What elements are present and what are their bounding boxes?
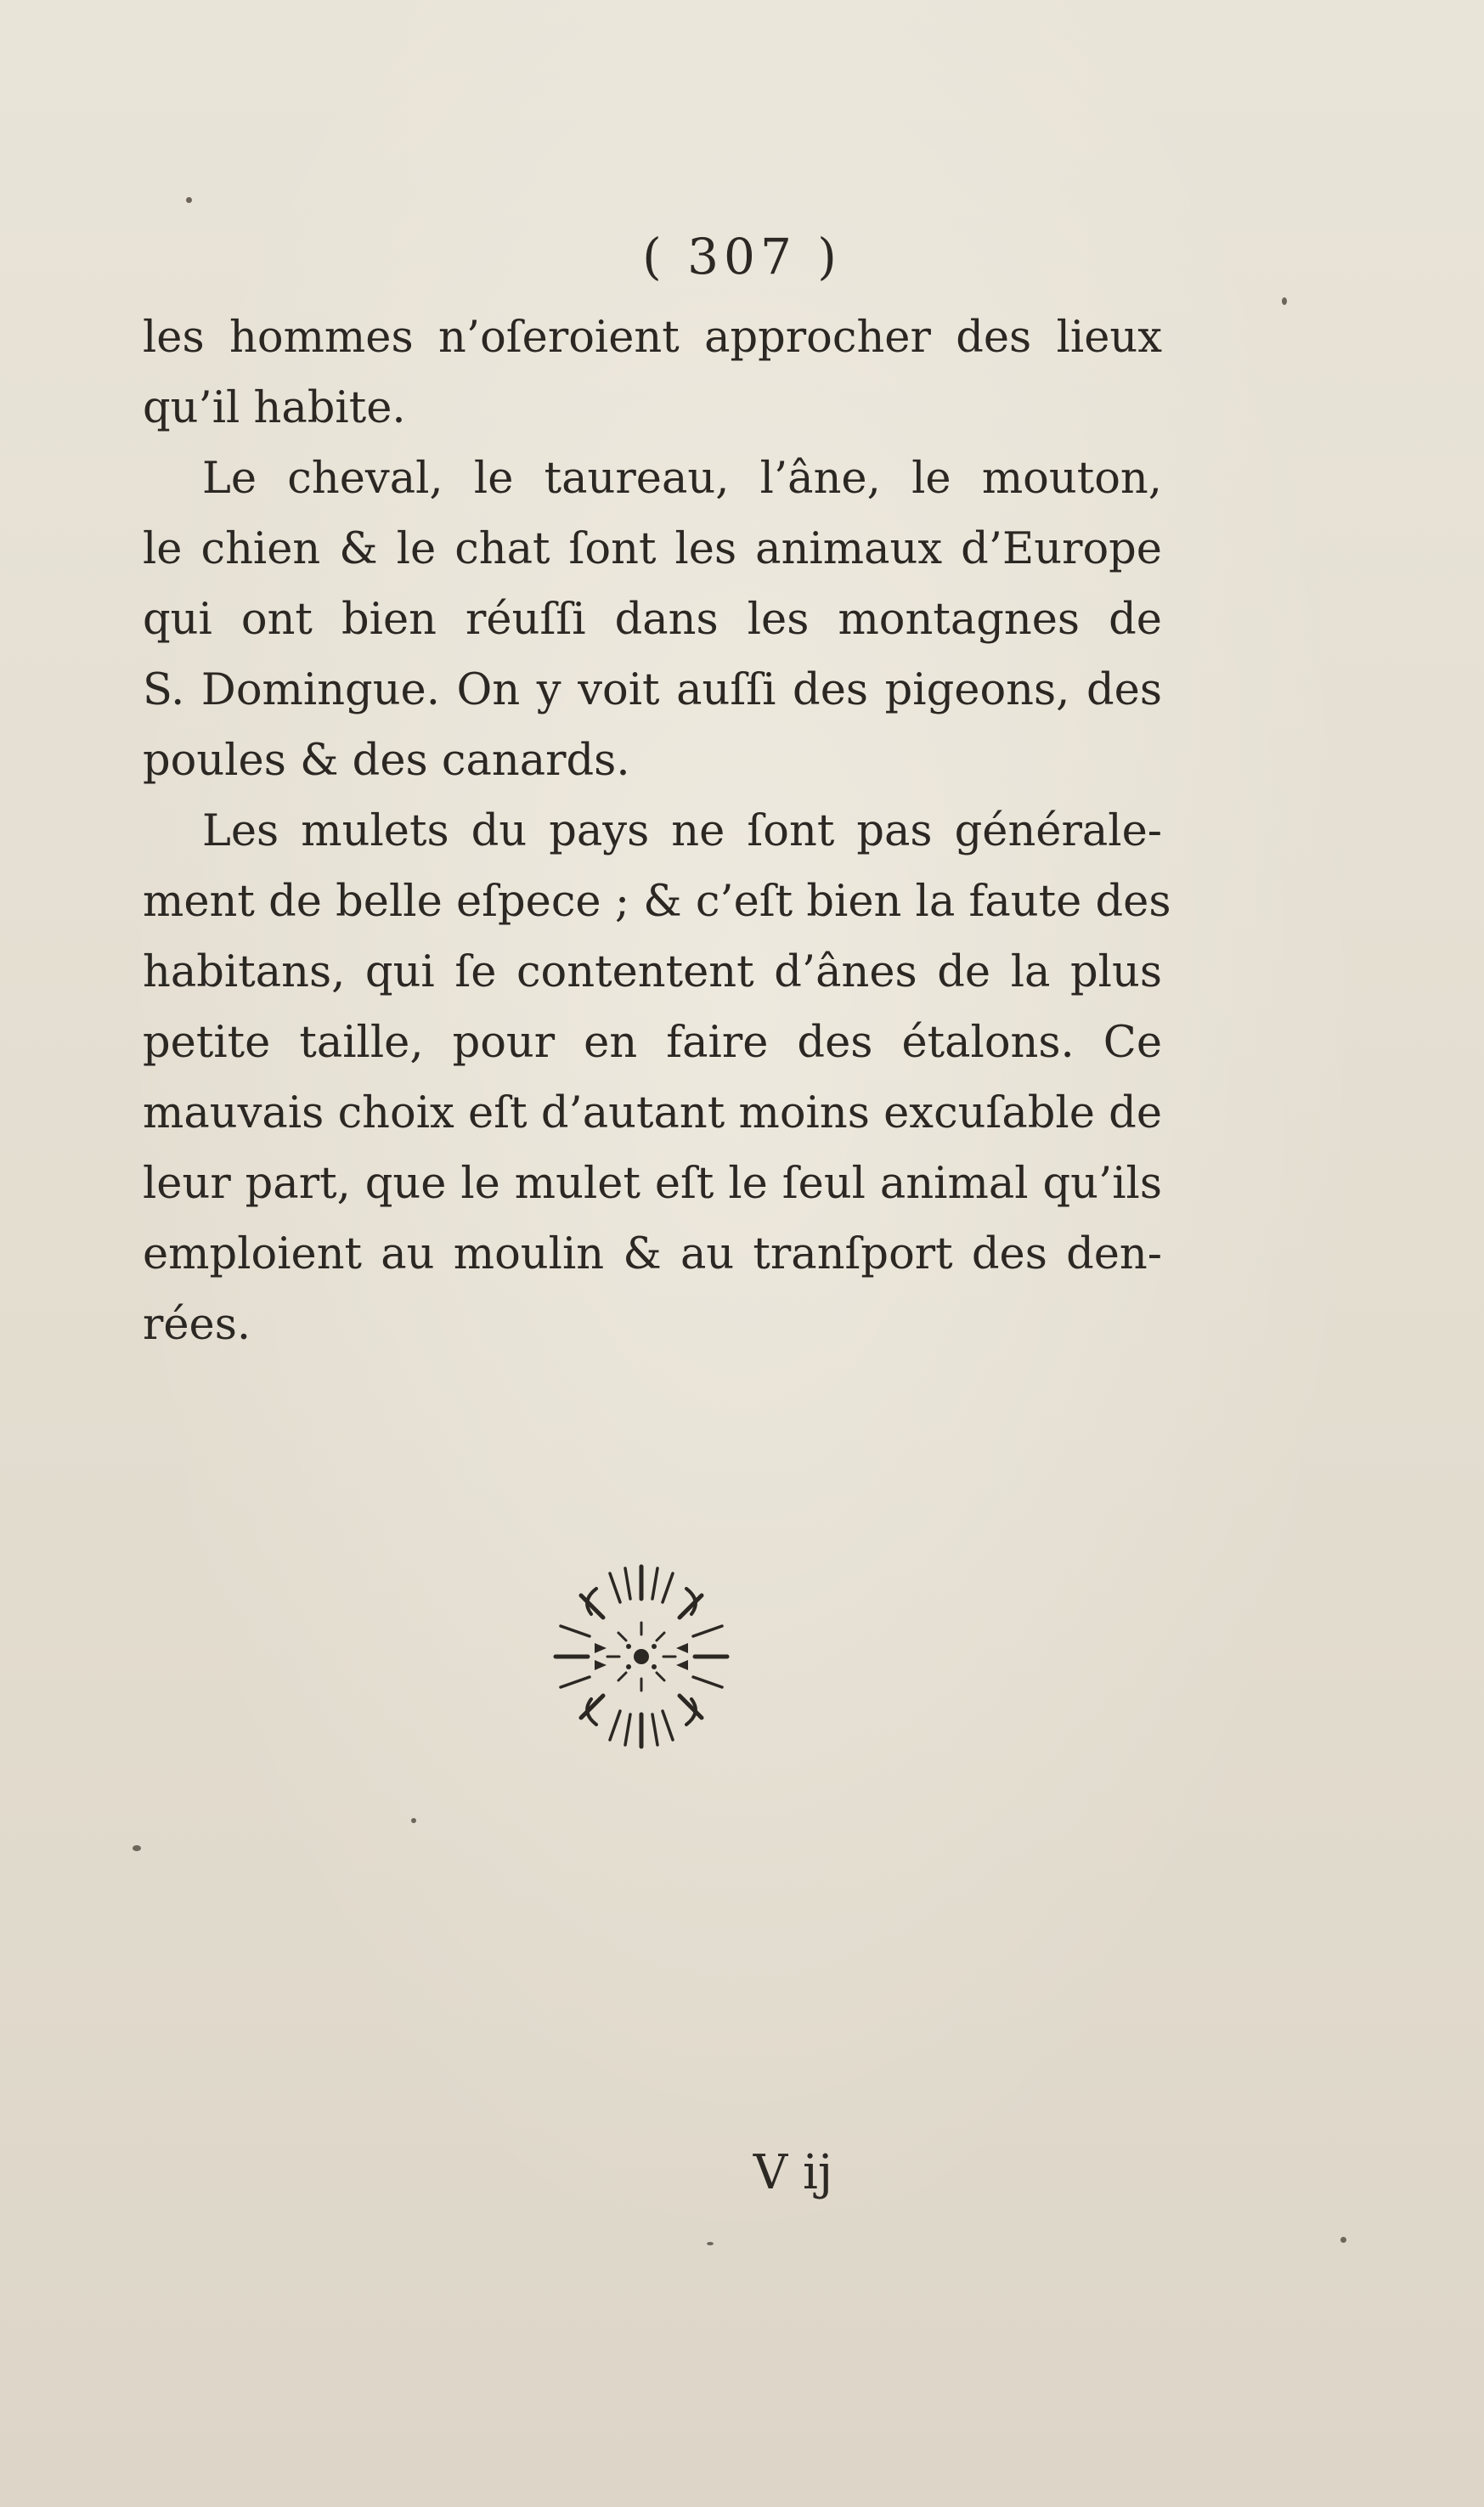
text-line: le chien & le chat ſont les animaux d’Europe	[143, 524, 1162, 574]
text-line: S. Domingue. On y voit auſſi des pigeons, des	[143, 665, 1162, 715]
text-line: poules & des canards.	[143, 736, 630, 786]
text-line: qui ont bien réuſſi dans les montagnes de	[143, 595, 1162, 645]
text-line: habitans, qui ſe contentent d’ânes de la plus	[143, 947, 1162, 997]
text-line: mauvais choix eſt d’autant moins excuſable de	[143, 1088, 1162, 1138]
text-line: les hommes n’oſeroient approcher des lieux	[143, 313, 1162, 363]
text-line: ment de belle eſpece ; & c’eſt bien la faute des	[143, 877, 1171, 927]
paper-speck	[186, 197, 192, 203]
text-line: Les mulets du pays ne ſont pas générale-	[202, 806, 1162, 856]
text-line: qu’il habite.	[143, 383, 406, 433]
text-line: Le cheval, le taureau, l’âne, le mouton,	[202, 454, 1162, 504]
text-line: leur part, que le mulet eſt le ſeul animal qu’ils	[143, 1159, 1162, 1209]
text-line: petite taille, pour en faire des étalons. Ce	[143, 1018, 1162, 1068]
paper-speck	[1282, 297, 1287, 305]
text-line: rées.	[143, 1300, 251, 1350]
floral-ornament-icon	[544, 1555, 739, 1759]
signature-mark: V ij	[753, 2145, 833, 2200]
page-number: ( 307 )	[642, 228, 842, 285]
paper-speck	[707, 2242, 714, 2245]
text-line: emploient au moulin & au tranſport des den-	[143, 1229, 1162, 1279]
paper-speck	[411, 1818, 416, 1823]
paper-speck	[1340, 2237, 1346, 2243]
body-text	[143, 302, 1171, 1360]
paper-speck	[133, 1845, 141, 1851]
